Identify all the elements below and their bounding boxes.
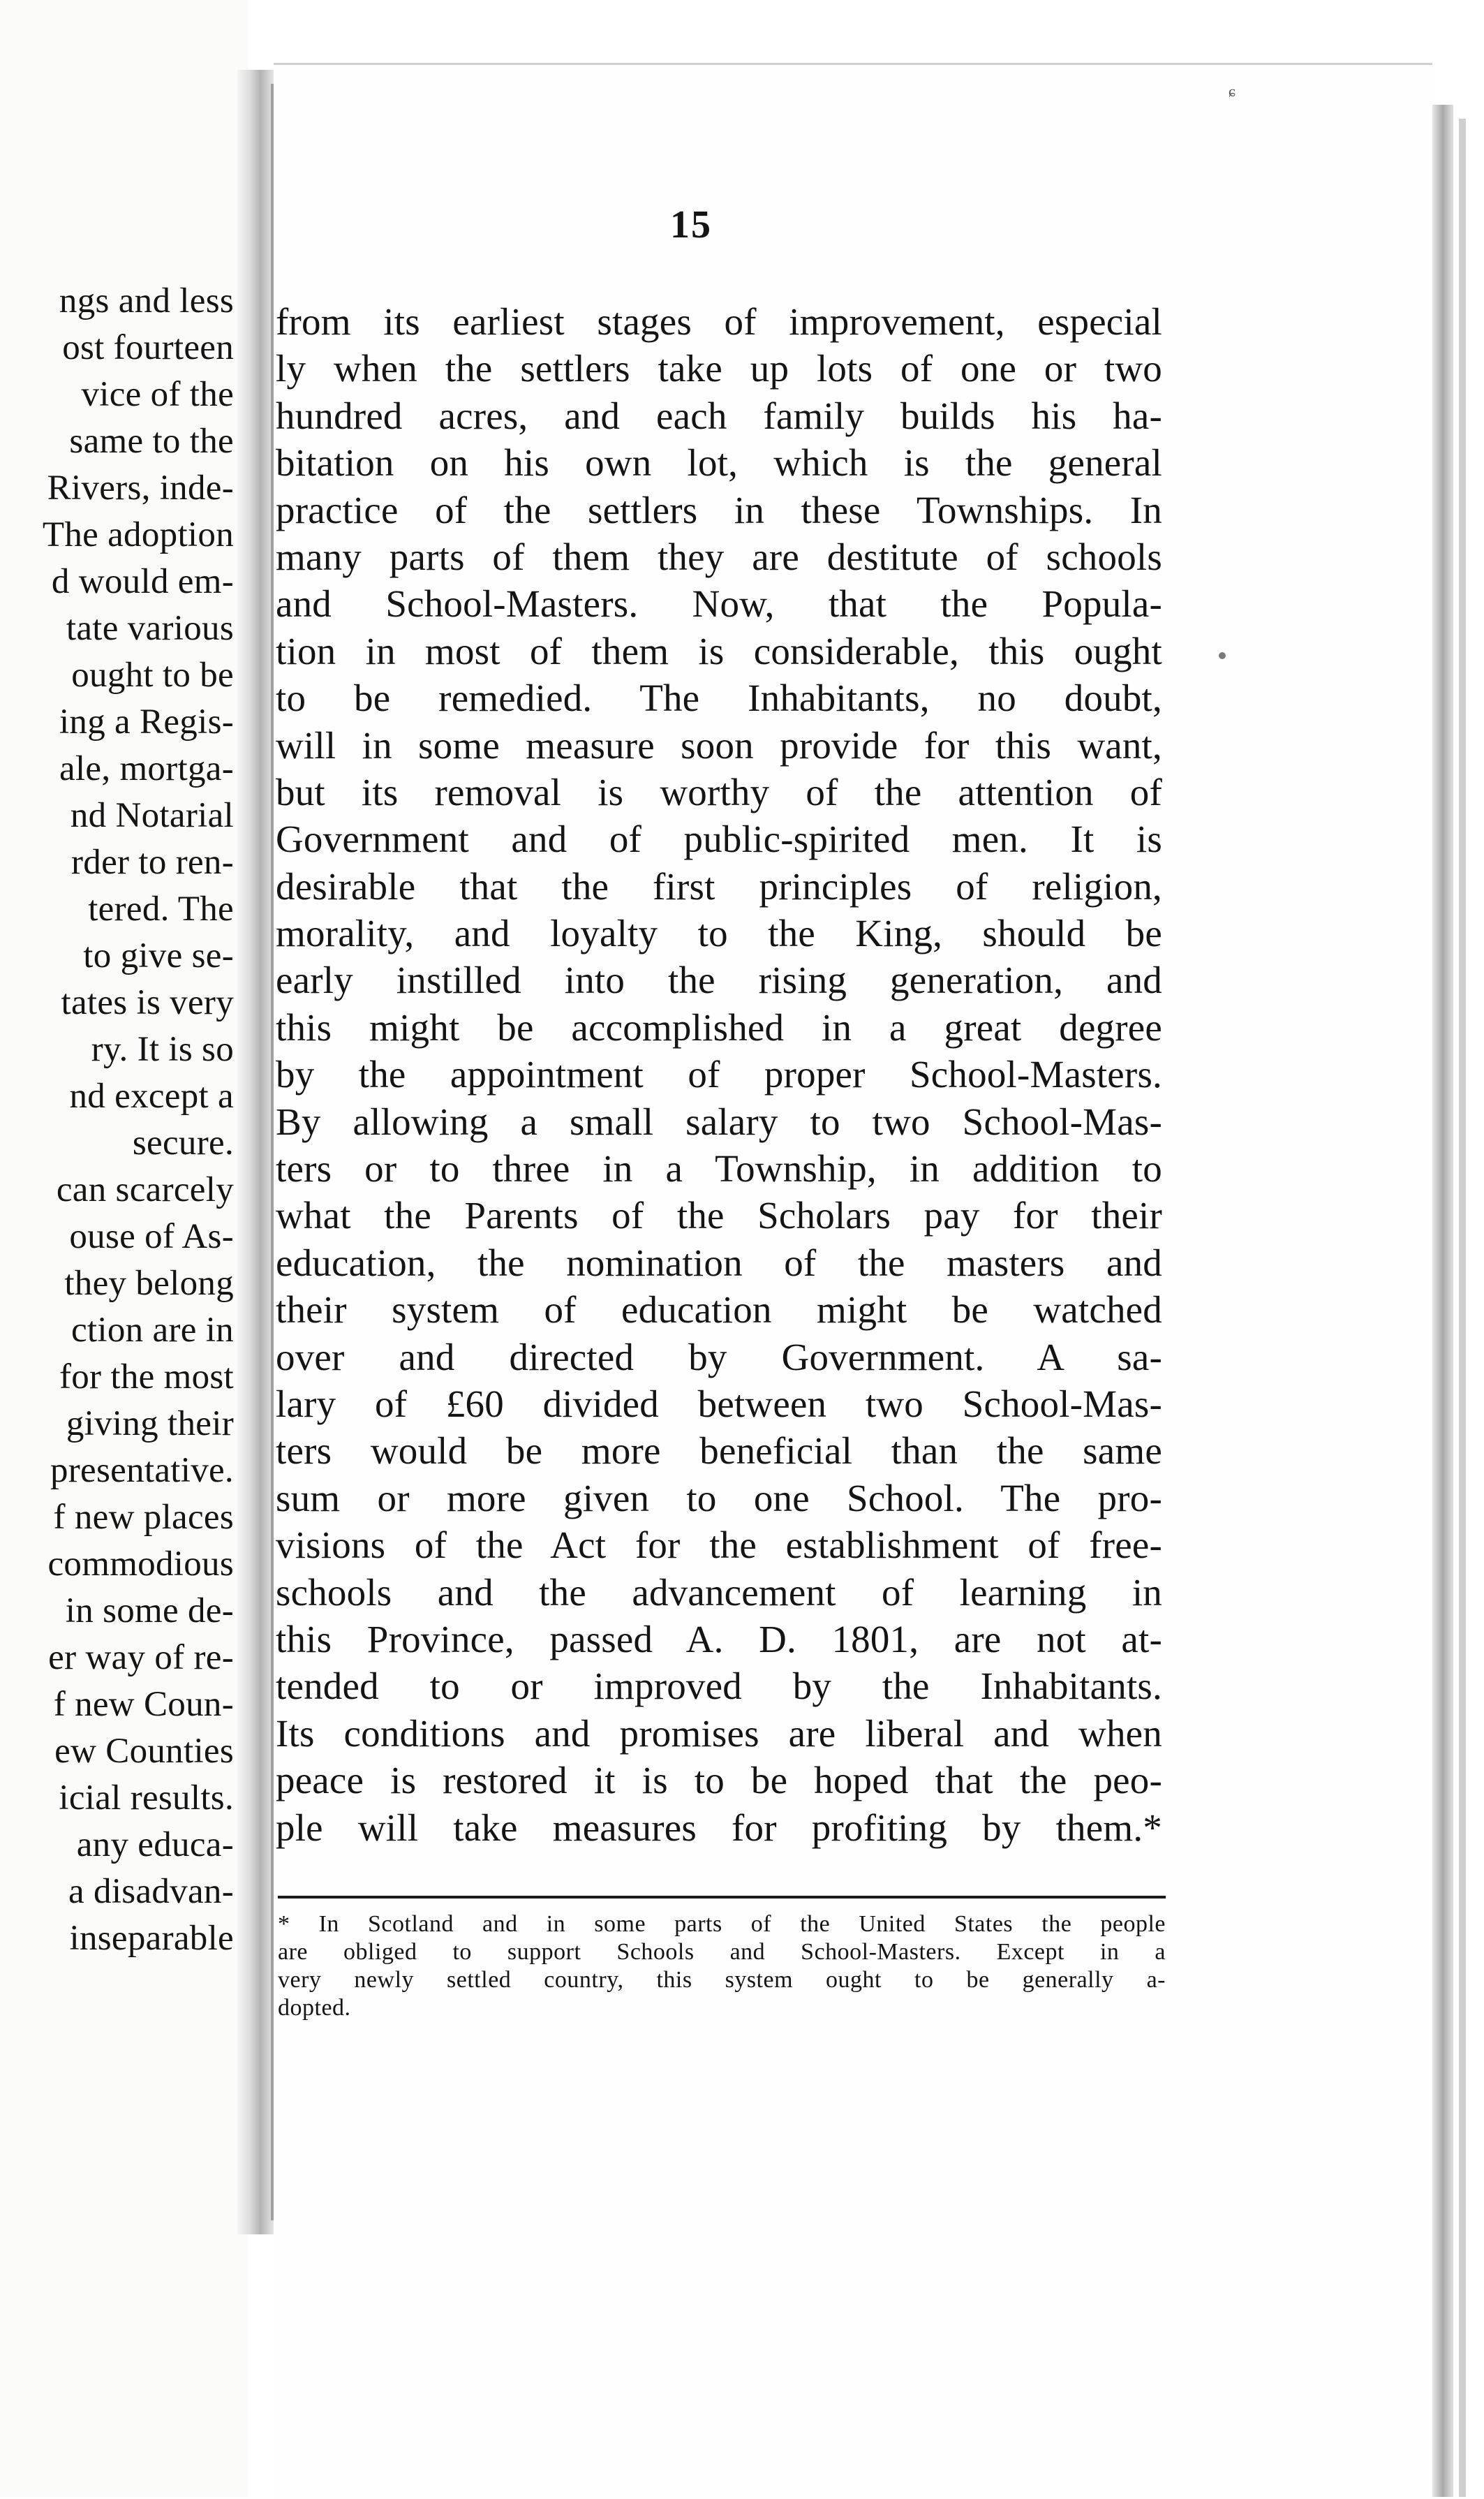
body-line: schools and the advancement of learning in <box>276 1570 1162 1614</box>
left-line: secure. <box>132 1123 234 1163</box>
body-line: hundred acres, and each family builds his ha- <box>276 394 1162 437</box>
left-line: any educa- <box>76 1825 234 1864</box>
body-line: education, the nomination of the masters and <box>276 1241 1162 1284</box>
body-line: their system of education might be watched <box>276 1288 1162 1332</box>
left-line: icial results. <box>59 1778 234 1818</box>
left-line: f new places <box>53 1498 234 1537</box>
body-line: this Province, passed A. D. 1801, are not at- <box>276 1617 1162 1660</box>
ink-speck <box>1219 652 1226 659</box>
left-line: they belong <box>64 1264 234 1303</box>
body-text <box>276 298 1162 1851</box>
left-line: in some de- <box>65 1591 234 1630</box>
left-line: nd Notarial <box>70 796 234 835</box>
left-line: ction are in <box>71 1311 234 1350</box>
body-line: morality, and loyalty to the King, should be <box>276 912 1162 955</box>
left-page-text <box>0 278 234 1962</box>
body-line: tended to or improved by the Inhabitants. <box>276 1665 1162 1708</box>
body-line: what the Parents of the Scholars pay for their <box>276 1194 1162 1237</box>
body-line: by the appointment of proper School-Masters. <box>276 1053 1162 1096</box>
left-line: can scarcely <box>56 1170 234 1209</box>
left-line: ouse of As- <box>69 1217 234 1256</box>
left-line: vice of the <box>81 375 234 414</box>
left-line: ry. It is so <box>91 1030 234 1069</box>
body-line: this might be accomplished in a great degree <box>276 1005 1162 1049</box>
footnote-line: * In Scotland and in some parts of the United States the people <box>278 1911 1166 1937</box>
body-line: practice of the settlers in these Townships. In <box>276 488 1162 531</box>
body-line: By allowing a small salary to two School-Mas- <box>276 1100 1162 1143</box>
body-line: to be remedied. The Inhabitants, no doubt, <box>276 677 1162 720</box>
left-line: a disadvan- <box>68 1872 234 1911</box>
footnote-line: dopted. <box>278 1995 351 2021</box>
body-line: lary of £60 divided between two School-Mas- <box>276 1382 1162 1425</box>
corner-mark: ɕ <box>1229 82 1236 100</box>
left-line: same to the <box>69 422 234 461</box>
left-line: f new Coun- <box>53 1685 234 1724</box>
body-line: and School-Masters. Now, that the Popula- <box>276 582 1162 626</box>
left-line: nd except a <box>69 1077 234 1116</box>
body-line: desirable that the first principles of religion, <box>276 864 1162 908</box>
page-edge-outer <box>1459 119 1466 2497</box>
left-line: ew Counties <box>54 1732 234 1771</box>
body-line: visions of the Act for the establishment of free- <box>276 1524 1162 1567</box>
body-line: peace is restored it is to be hoped that the peo- <box>276 1759 1162 1802</box>
body-line: ly when the settlers take up lots of one or two <box>276 347 1162 390</box>
left-line: tered. The <box>88 890 234 929</box>
left-line: for the most <box>59 1357 234 1396</box>
body-line: will in some measure soon provide for this want, <box>276 723 1162 767</box>
left-line: Rivers, inde- <box>47 469 234 508</box>
left-line: commodious <box>47 1545 234 1584</box>
body-line: but its removal is worthy of the attention of <box>276 770 1162 813</box>
left-line: ing a Regis- <box>59 702 234 742</box>
body-line: ple will take measures for profiting by them.* <box>276 1806 1162 1849</box>
left-line: The adoption <box>42 515 234 554</box>
body-line: Its conditions and promises are liberal and when <box>276 1711 1162 1755</box>
left-line: ought to be <box>71 656 234 695</box>
body-line: sum or more given to one School. The pro- <box>276 1476 1162 1519</box>
body-line: early instilled into the rising generation, and <box>276 959 1162 1002</box>
left-line: inseparable <box>69 1919 234 1958</box>
footnote-rule <box>278 1896 1166 1899</box>
left-line: giving their <box>66 1404 234 1443</box>
footnote-line: very newly settled country, this system ought to be generally a- <box>278 1967 1166 1993</box>
body-line: Government and of public-spirited men. It is <box>276 818 1162 861</box>
left-line: er way of re- <box>48 1638 234 1677</box>
left-line: ale, mortga- <box>59 749 234 788</box>
page-edge <box>1432 105 1453 2497</box>
footnote-line: are obliged to support Schools and School-Masters. Except in a <box>278 1939 1166 1965</box>
left-line: ost fourteen <box>62 328 234 367</box>
body-line: many parts of them they are destitute of schools <box>276 535 1162 578</box>
left-line: ngs and less <box>59 281 234 320</box>
left-line: d would em- <box>51 562 234 601</box>
left-line: rder to ren- <box>71 843 234 882</box>
left-line: presentative. <box>50 1451 234 1490</box>
body-line: ters or to three in a Township, in addition to <box>276 1147 1162 1190</box>
left-line: to give se- <box>83 936 234 975</box>
left-line: tates is very <box>61 983 234 1022</box>
body-line: bitation on his own lot, which is the general <box>276 441 1162 485</box>
body-line: tion in most of them is considerable, this ought <box>276 629 1162 672</box>
page-number: 15 <box>670 203 712 246</box>
footnote <box>278 1910 1166 2022</box>
body-line: over and directed by Government. A sa- <box>276 1335 1162 1378</box>
body-line: from its earliest stages of improvement, especial <box>276 300 1162 343</box>
left-facing-page <box>0 0 248 2497</box>
left-line: tate various <box>66 609 234 648</box>
body-line: ters would be more beneficial than the same <box>276 1429 1162 1473</box>
